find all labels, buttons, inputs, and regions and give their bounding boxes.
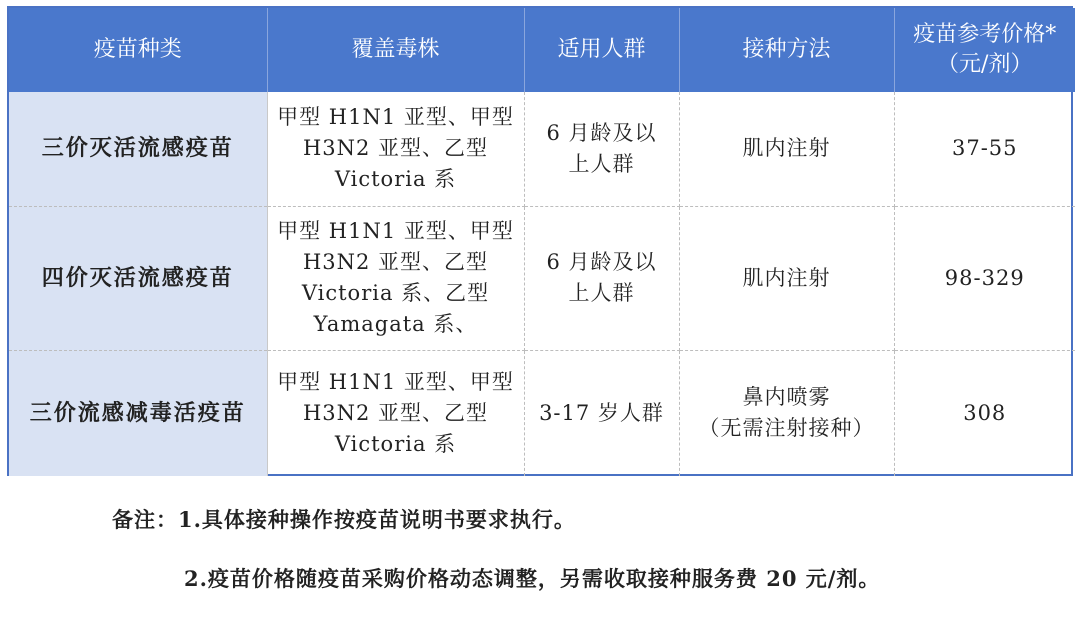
header-line: 疫苗参考价格* — [913, 22, 1057, 47]
method-line: 肌内注射 — [742, 136, 831, 161]
strain-line: Victoria 系 — [334, 167, 457, 192]
note-1: 备注：1.具体接种操作按疫苗说明书要求执行。 — [112, 507, 576, 532]
vaccine-name-cell: 四价灭活流感疫苗 — [9, 206, 267, 350]
strain-line: Victoria 系、乙型 — [301, 281, 490, 305]
strains-cell — [267, 206, 524, 350]
price-cell: 37-55 — [894, 92, 1075, 206]
strain-line: H3N2 亚型、乙型 — [302, 400, 489, 425]
header-line: 疫苗种类 — [93, 37, 182, 62]
population-cell — [524, 350, 679, 476]
header-line: 覆盖毒株 — [351, 37, 440, 62]
note-2: 2.疫苗价格随疫苗采购价格动态调整，另需收取接种服务费 20 元/剂。 — [184, 566, 881, 591]
population-line: 3-17 岁人群 — [539, 400, 664, 425]
population-line: 上人群 — [568, 151, 635, 176]
price-cell: 308 — [963, 400, 1007, 425]
method-line: 肌内注射 — [742, 265, 831, 290]
header-line: （元/剂） — [937, 52, 1033, 77]
population-line: 6 月龄及以 — [546, 120, 657, 145]
vaccine-name-cell: 三价流感减毒活疫苗 — [9, 350, 267, 476]
strain-line: 甲型 H1N1 亚型、甲型 — [277, 105, 514, 130]
strain-line: Yamagata 系、 — [313, 312, 478, 336]
strains-cell — [267, 350, 524, 476]
header-line: 接种方法 — [742, 37, 831, 62]
method-cell — [679, 206, 894, 350]
strain-line: Victoria 系 — [334, 431, 457, 456]
header-line: 适用人群 — [557, 37, 646, 62]
table-row — [9, 92, 1075, 206]
header-strains — [267, 8, 524, 92]
method-cell — [679, 92, 894, 206]
population-line: 上人群 — [568, 281, 635, 305]
strains-cell — [267, 92, 524, 206]
price-cell: 98-329 — [894, 206, 1075, 350]
strain-line: H3N2 亚型、乙型 — [302, 250, 489, 274]
vaccine-name-cell: 三价灭活流感疫苗 — [9, 92, 267, 206]
table-row — [9, 206, 1075, 350]
header-method — [679, 8, 894, 92]
header-vaccine-type — [9, 8, 267, 92]
strain-line: 甲型 H1N1 亚型、甲型 — [277, 369, 514, 394]
method-line: 鼻内喷雾 — [742, 385, 831, 410]
strain-line: 甲型 H1N1 亚型、甲型 — [277, 219, 514, 243]
population-cell — [524, 92, 679, 206]
vaccine-table — [9, 8, 1075, 476]
method-cell — [679, 350, 894, 476]
population-line: 6 月龄及以 — [546, 250, 657, 274]
strain-line: H3N2 亚型、乙型 — [302, 136, 489, 161]
table-header-row — [9, 8, 1075, 92]
header-population — [524, 8, 679, 92]
method-line: （无需注射接种） — [698, 416, 875, 441]
table-row — [9, 350, 1075, 476]
header-price — [894, 8, 1075, 92]
population-cell — [524, 206, 679, 350]
vaccine-table-container — [7, 6, 1073, 476]
